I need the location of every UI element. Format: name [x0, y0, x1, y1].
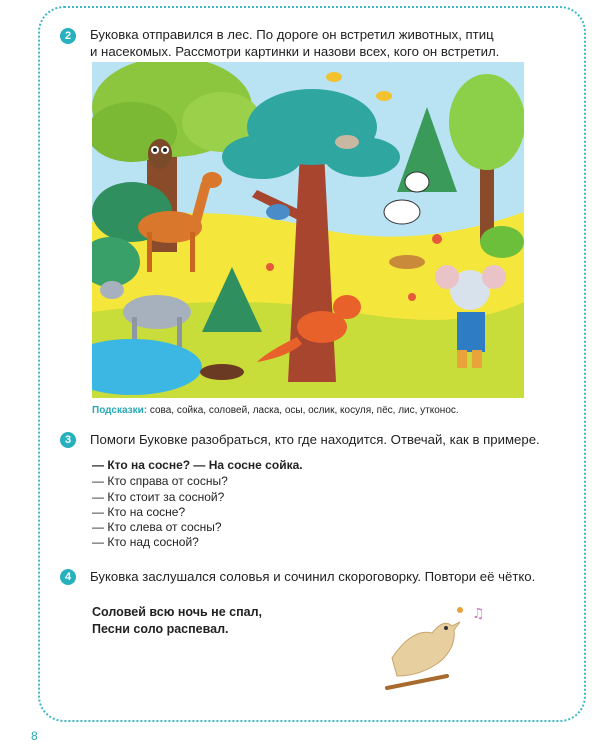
nightingale-illustration [372, 598, 492, 698]
hints-text: сова, сойка, соловей, ласка, осы, ослик, косуля, пёс, лис, утконос. [149, 405, 459, 416]
poem-line-2: Песни соло распевал. [92, 622, 229, 636]
task-3-example: — Кто на сосне? — На сосне сойка. [92, 458, 303, 472]
svg-text:♫: ♫ [472, 606, 485, 622]
question-4: — Кто слева от сосны? [92, 520, 222, 534]
task-4-text: Буковка заслушался соловья и сочинил скороговорку. Повтори её чётко. [90, 569, 536, 584]
task-3-number: 3 [60, 432, 76, 448]
jay [266, 204, 290, 220]
task-2-line-1: Буковка отправился в лес. По дороге он встретил животных, птиц [90, 27, 494, 42]
weasel [389, 255, 425, 269]
question-2: — Кто стоит за сосной? [92, 490, 225, 504]
page-number: 8 [31, 729, 38, 743]
task-2-line-2: и насекомых. Рассмотри картинки и назови всех, кого он встретил. [90, 44, 500, 59]
question-3: — Кто на сосне? [92, 505, 186, 519]
wasp-2 [376, 91, 392, 101]
task-3-text: Помоги Буковке разобраться, кто где находится. Отвечай, как в примере. [90, 432, 540, 447]
poem-line-1: Соловей всю ночь не спал, [92, 605, 262, 619]
forest-illustration [92, 62, 524, 398]
question-1: — Кто справа от сосны? [92, 474, 228, 488]
hints-label: Подсказки: [92, 405, 148, 416]
task-4-number: 4 [60, 569, 76, 585]
wasp-1 [326, 72, 342, 82]
forest-scene [92, 62, 524, 398]
top-bird [335, 135, 359, 149]
owl [148, 139, 172, 169]
question-5: — Кто над сосной? [92, 535, 199, 549]
task-2-number: 2 [60, 28, 76, 44]
hints [92, 405, 459, 416]
platypus [200, 364, 244, 380]
